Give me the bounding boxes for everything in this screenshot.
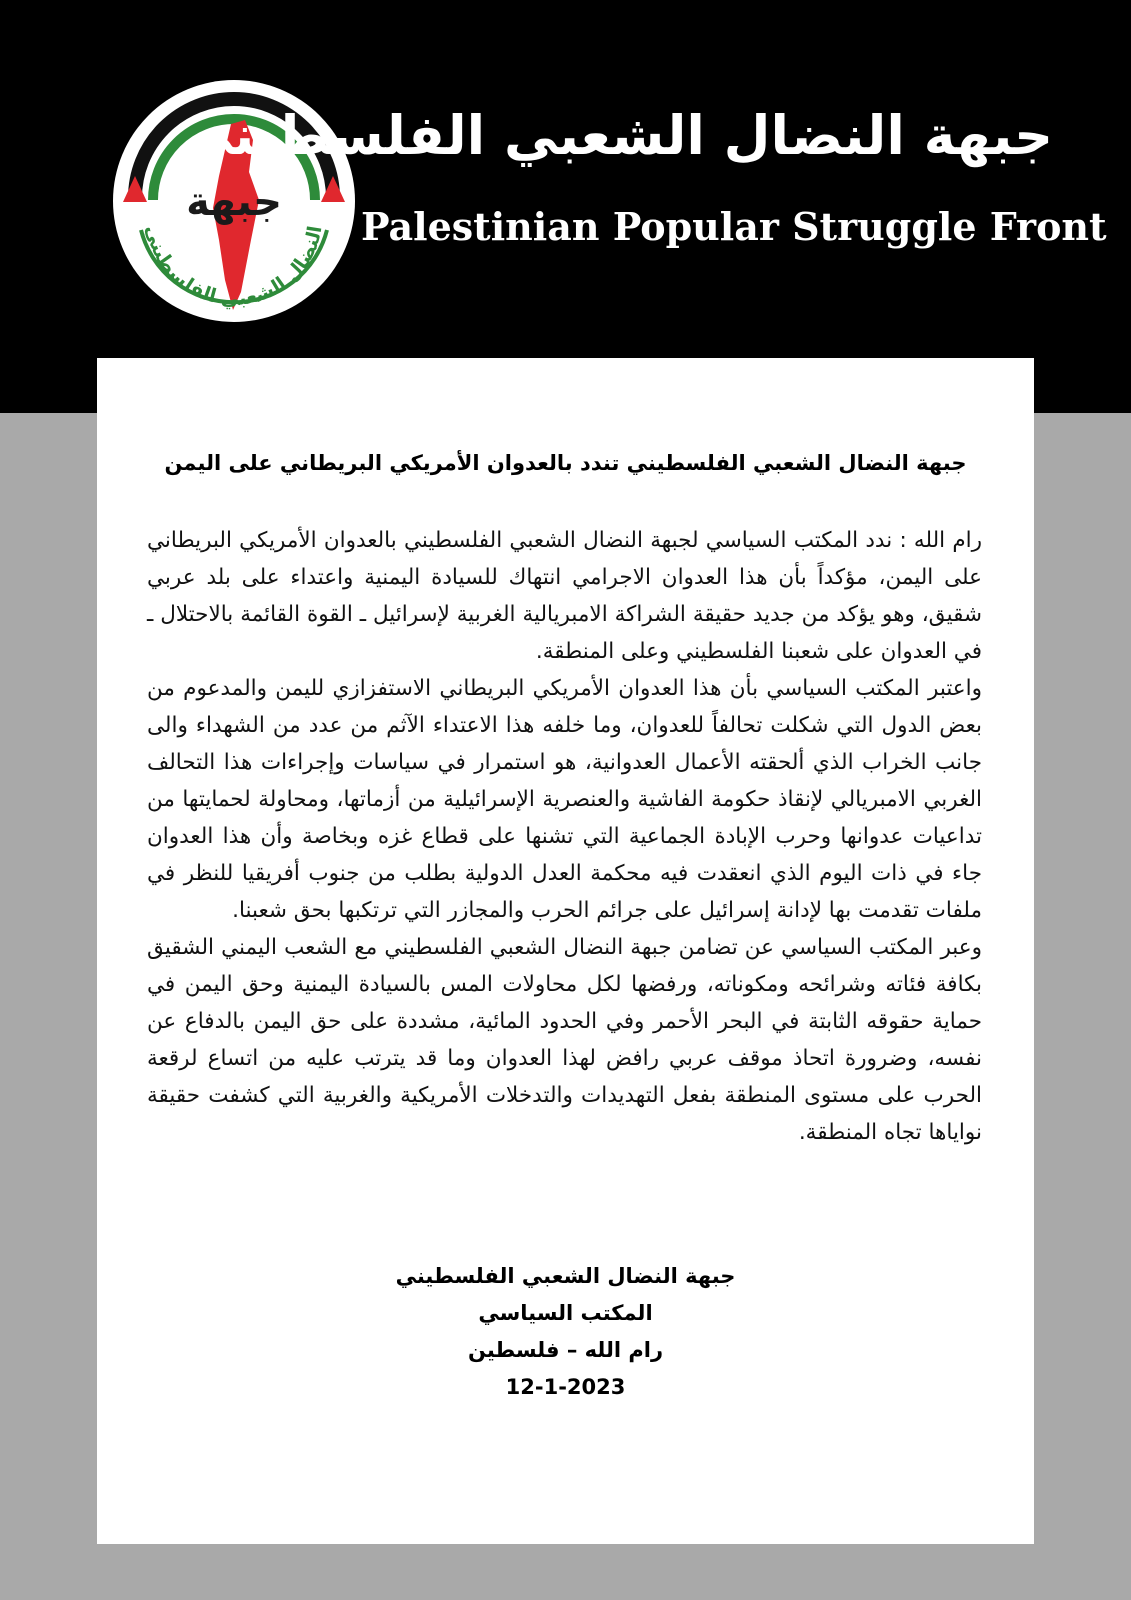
signature-org: جبهة النضال الشعبي الفلسطيني	[395, 1264, 736, 1288]
signature-date: 12-1-2023	[505, 1375, 626, 1399]
header-banner	[0, 0, 1131, 413]
statement-paragraph: رام الله : ندد المكتب السياسي لجبهة النضال الشعبي الفلسطيني بالعدوان الأمريكي البريطاني على اليمن، مؤكداً بأن هذا العدوان الاجرامي انتهاك للسيادة اليمنية واعتداء على بلد عربي شقيق، وهو يؤكد من جديد حقيقة الشراكة الامبريالية الغربية لإسرائيل ـ القوة القائمة بالاحتلال ـ في العدوان على شعبنا الفلسطيني وعلى المنطقة.	[147, 528, 982, 664]
statement-paragraph: واعتبر المكتب السياسي بأن هذا العدوان الأمريكي البريطاني الاستفزازي لليمن والمدعوم من بعض الدول التي شكلت تحالفاً للعدوان، وما خلفه هذا الاعتداء الآثم من عدد من الشهداء والى جانب الخراب الذي ألحقته الأعمال العدوانية، هو استمرار في سياسات وإجراءات هذا التحالف الغربي الامبريالي لإنقاذ حكومة الفاشية والعنصرية الإسرائيلية من أزماتها، ومحاولة لحمايتها من تداعيات عدوانها وحرب الإبادة الجماعية التي تشنها على قطاع غزه وبخاصة وأن هذا العدوان جاء في ذات اليوم الذي انعقدت فيه محكمة العدل الدولية بطلب من جنوب أفريقيا للنظر في ملفات تقدمت بها لإدانة إسرائيل على جرائم الحرب والمجازر التي ترتكبها بحق شعبنا.	[147, 676, 982, 923]
signature-place: رام الله – فلسطين	[467, 1338, 664, 1362]
org-title-english: Palestinian Popular Struggle Front	[361, 204, 1107, 249]
statement-body	[147, 522, 982, 1151]
signature-office: المكتب السياسي	[478, 1301, 653, 1325]
statement-paragraph: وعبر المكتب السياسي عن تضامن جبهة النضال الشعبي الفلسطيني مع الشعب اليمني الشقيق بكافة فئاته وشرائحه ومكوناته، ورفضها لكل محاولات المس بالسيادة اليمنية وحق اليمن في حماية حقوقه الثابتة في البحر الأحمر وفي الحدود المائية، مشددة على حق اليمن بالدفاع عن نفسه، وضرورة اتحاذ موقف عربي رافض لهذا العدوان وما قد يترتب عليه من اتساع لرقعة الحرب على مستوى المنطقة بفعل التهديدات والتدخلات الأمريكية والغربية التي كشفت حقيقة نواياها تجاه المنطقة.	[147, 935, 982, 1145]
statement-paper	[97, 358, 1034, 1544]
org-title-arabic: جبهة النضال الشعبي الفلسطيني	[179, 104, 1053, 167]
signature-block	[97, 1258, 1034, 1406]
logo-ring-text: النضال الشعبي الفلسطيني	[141, 223, 327, 311]
logo-main-text: جبهة	[186, 179, 282, 225]
statement-title: جبهة النضال الشعبي الفلسطيني تندد بالعدوان الأمريكي البريطاني على اليمن	[164, 451, 967, 475]
